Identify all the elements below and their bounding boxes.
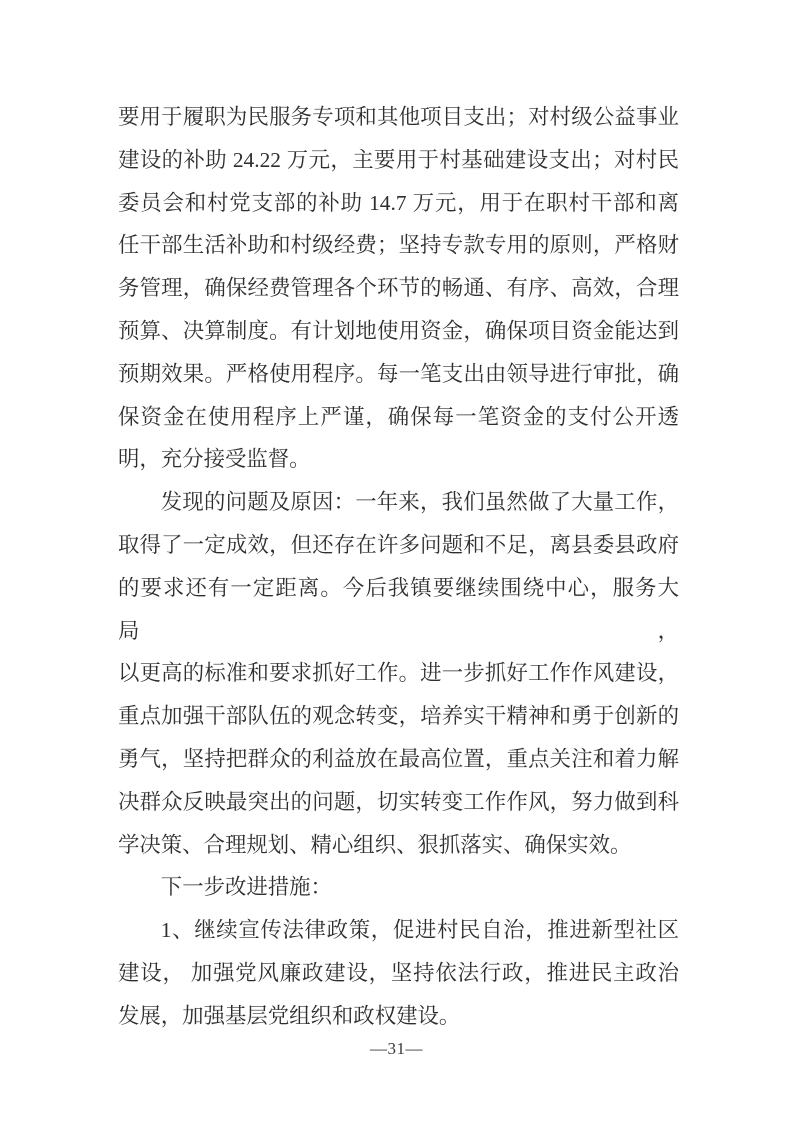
text-line: 保资金在使用程序上严谨，确保每一笔资金的支付公开透 [118, 404, 679, 429]
text-line: 以更高的标准和要求抓好工作。进一步抓好工作作风建设， [118, 661, 679, 686]
text-line: 要用于履职为民服务专项和其他项目支出；对村级公益事业 [118, 105, 679, 129]
text-line: 发现的问题及原因：一年来，我们虽然做了大量工作， [160, 490, 679, 515]
text-line: 1、继续宣传法律政策，促进村民自治，推进新型社区 [160, 918, 679, 943]
text-line: 决群众反映最突出的问题，切实转变工作作风，努力做到科 [118, 789, 679, 814]
text-line: 勇气，坚持把群众的利益放在最高位置，重点关注和着力解 [118, 746, 679, 771]
document-body [118, 96, 679, 1038]
text-line: 学决策、合理规划、精心组织、狠抓落实、确保实效。 [118, 832, 632, 857]
text-line: 务管理，确保经费管理各个环节的畅通、有序、高效，合理 [118, 276, 679, 301]
page-number: —31— [370, 1039, 423, 1058]
text-line: 取得了一定成效，但还存在许多问题和不足，离县委县政府 [118, 532, 679, 557]
text-line: 下一步改进措施： [160, 875, 332, 900]
text-line: 委员会和村党支部的补助 14.7 万元，用于在职村干部和离 [118, 190, 679, 215]
text-line: 任干部生活补助和村级经费；坚持专款专用的原则，严格财 [118, 233, 679, 258]
text-line: 明，充分接受监督。 [118, 447, 311, 472]
text-line: 建设的补助 24.22 万元，主要用于村基础建设支出；对村民 [118, 147, 679, 172]
text-line: 的要求还有一定距离。今后我镇要继续围绕中心，服务大局， [118, 575, 679, 643]
text-line: 建设， 加强党风廉政建设，坚持依法行政，推进民主政治 [118, 960, 679, 985]
text-line: 发展，加强基层党组织和政权建设。 [118, 1003, 461, 1028]
text-line: 预算、决算制度。有计划地使用资金，确保项目资金能达到 [118, 318, 679, 343]
text-line: 预期效果。严格使用程序。每一笔支出由领导进行审批，确 [118, 361, 679, 386]
text-line: 重点加强干部队伍的观念转变，培养实干精神和勇于创新的 [118, 704, 679, 729]
